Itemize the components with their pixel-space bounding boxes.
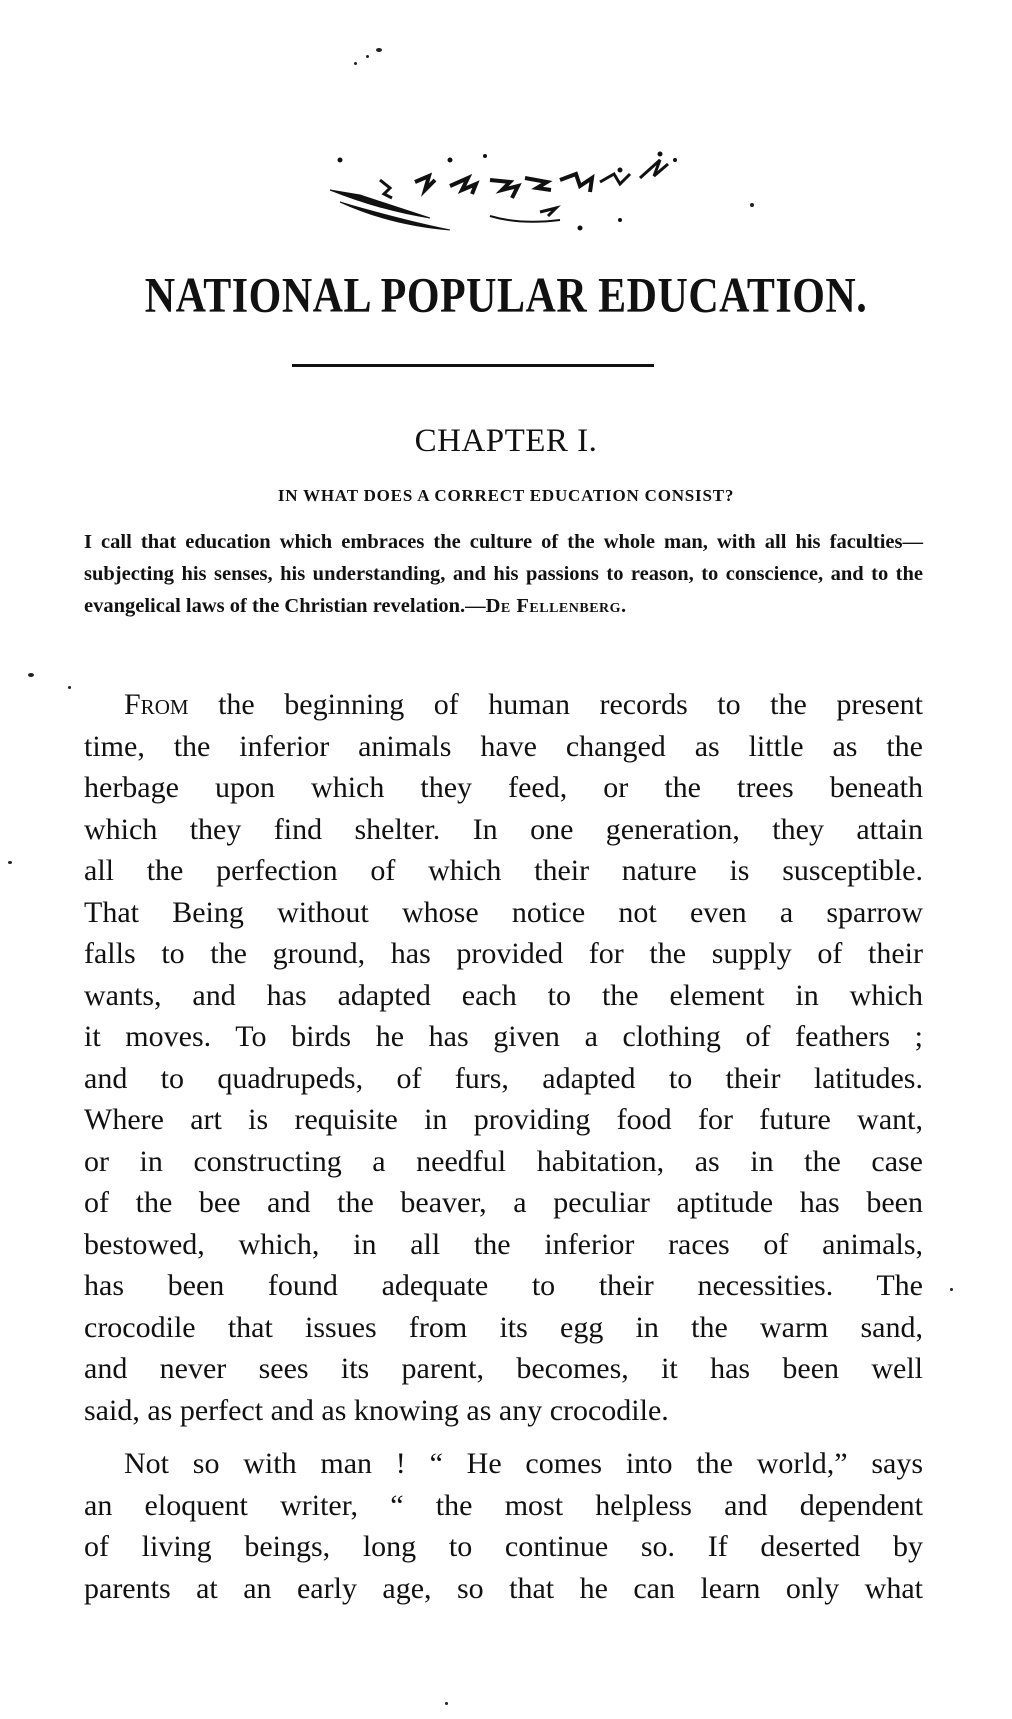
body-line: time, the inferior animals have changed as little as the [84, 729, 923, 763]
body-line: and to quadrupeds, of furs, adapted to their latitudes. [84, 1061, 923, 1095]
scan-speck [376, 48, 382, 52]
body-line: of the bee and the beaver, a peculiar aptitude has been [84, 1186, 923, 1219]
body-line: said, as perfect and as knowing as any crocodile. [84, 1393, 669, 1427]
scan-speck [28, 673, 34, 677]
body-line: Where art is requisite in providing food for future want, [84, 1103, 923, 1136]
chapter-question: IN WHAT DOES A CORRECT EDUCATION CONSIST? [277, 486, 735, 505]
paragraph-gap [84, 1431, 923, 1443]
headpiece-ornament [320, 150, 740, 250]
body-line: of living beings, long to continue so. If deserted by [84, 1530, 923, 1563]
chapter-heading: CHAPTER I. [414, 423, 598, 459]
epigraph-author: De Fellenberg. [485, 595, 627, 617]
scan-speck [950, 1288, 953, 1291]
book-title: NATIONAL POPULAR EDUCATION. [144, 269, 868, 324]
scan-speck [366, 55, 369, 58]
body-line: has been found adequate to their necessities. The [84, 1269, 923, 1302]
scan-speck [750, 203, 754, 207]
body-line: Not so with man ! “ He comes into the world,” says [124, 1447, 923, 1480]
body-line: parents at an early age, so that he can learn only what [84, 1571, 923, 1605]
body-line: or in constructing a needful habitation, as in the case [84, 1144, 923, 1178]
scan-speck [445, 1702, 448, 1705]
body-line: wants, and has adapted each to the element in which [84, 978, 923, 1012]
body-line: falls to the ground, has provided for the supply of their [84, 937, 923, 970]
scan-speck [354, 62, 357, 65]
body-line: From the beginning of human records to the present [124, 688, 923, 721]
body-line: That Being without whose notice not even a sparrow [84, 895, 923, 929]
scan-speck [68, 686, 71, 689]
title-rule [292, 364, 654, 367]
epigraph [84, 526, 923, 622]
body-line: it moves. To birds he has given a clothing of feathers ; [84, 1020, 923, 1053]
body-line: which they find shelter. In one generation, they attain [84, 812, 923, 846]
body-line: crocodile that issues from its egg in the warm sand, [84, 1310, 923, 1344]
body-line: an eloquent writer, “ the most helpless and dependent [84, 1488, 923, 1522]
body-line: and never sees its parent, becomes, it has been well [84, 1352, 923, 1385]
body-line: all the perfection of which their nature is susceptible. [84, 854, 923, 887]
epigraph-text: I call that education which embraces the culture of the whole man, with all his faculties—subjecting his senses, his understanding, and his passions to reason, to conscience, and to the evangelical laws of the Christian revelation.— [84, 531, 923, 617]
scan-speck [8, 861, 12, 864]
body-line: bestowed, which, in all the inferior races of animals, [84, 1227, 923, 1261]
body-text [84, 684, 923, 1609]
body-line: herbage upon which they feed, or the trees beneath [84, 771, 923, 804]
drop-lead-word: From [124, 688, 189, 721]
